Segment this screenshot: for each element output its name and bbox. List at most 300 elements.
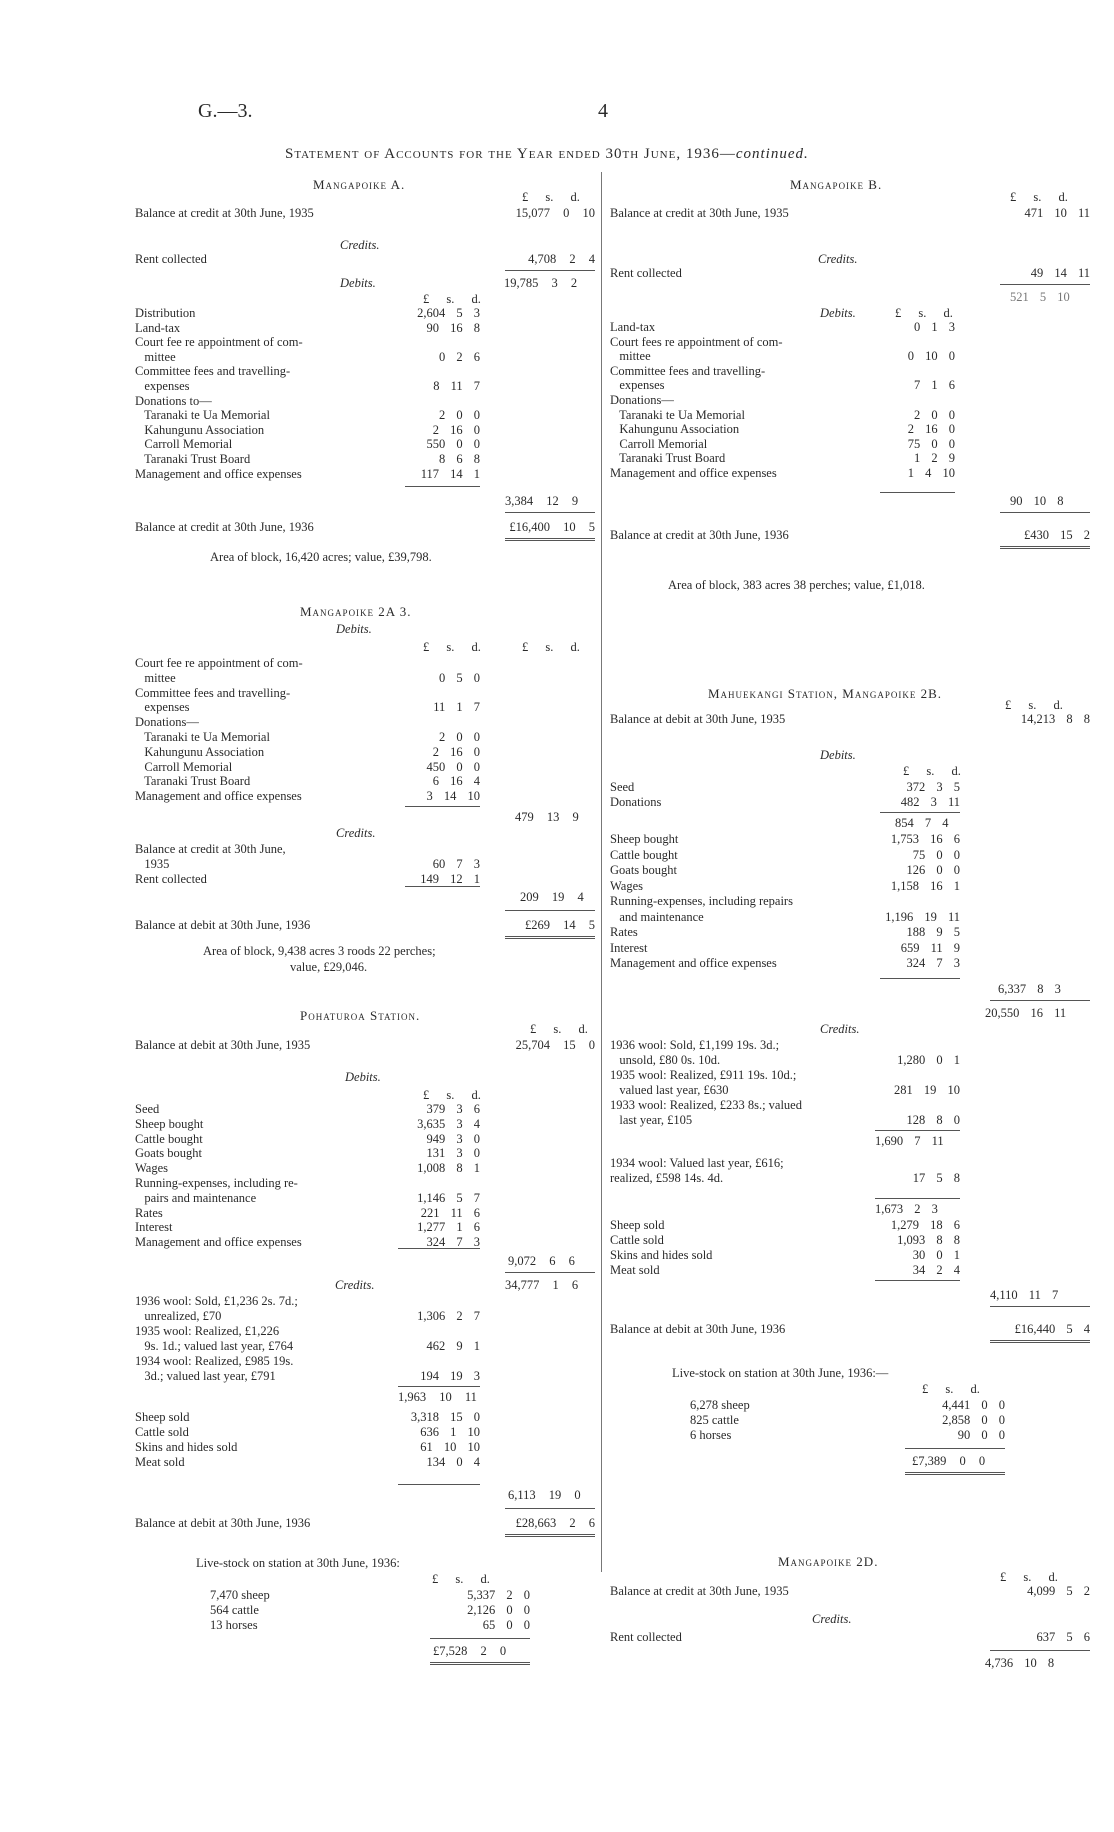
row-label: expenses: [135, 379, 190, 393]
rule: [398, 1484, 480, 1485]
ledger-row: [135, 656, 480, 671]
row-label: Meat sold: [610, 1263, 660, 1277]
row-label: 6 horses: [690, 1428, 732, 1442]
rule: [505, 270, 595, 271]
row-label: mittee: [135, 670, 176, 685]
rule: [990, 1000, 1090, 1001]
ledger-row: [135, 1206, 480, 1221]
row-value: 3,318 15 0: [410, 1410, 480, 1424]
rule: [505, 910, 595, 911]
row-label: Taranaki te Ua Memorial: [135, 730, 270, 744]
row-value: 149 12 1: [420, 871, 480, 886]
rule: [875, 1280, 960, 1281]
ledger-row: [135, 686, 480, 701]
rule: [875, 1130, 960, 1131]
rule: [398, 1248, 480, 1249]
row-label: Management and office expenses: [135, 466, 302, 481]
ledger-row: [610, 941, 960, 956]
row-label: expenses: [135, 700, 190, 715]
row-label: Land-tax: [135, 320, 181, 335]
row-label: 6,278 sheep: [690, 1398, 750, 1412]
row-label: Balance at credit at 30th June, 1935: [610, 206, 789, 220]
balance-opening-row: [610, 712, 1090, 727]
balance-closing-row: [610, 528, 1090, 543]
column-header: £ s. d.: [1005, 698, 1063, 712]
debits-total: 6,337 8 3: [998, 982, 1061, 996]
credits-heading: Credits.: [820, 1022, 860, 1036]
ledger-row: [610, 1113, 960, 1128]
ledger-row: [135, 700, 480, 715]
debits-total: 90 10 8: [1010, 494, 1064, 508]
debits-heading: Debits.: [820, 748, 856, 762]
ledger-row: [610, 393, 955, 408]
row-value: 379 3 6: [426, 1102, 480, 1116]
row-value: 6 16 4: [432, 774, 480, 789]
ledger-row: [135, 394, 480, 409]
ledger-row: [135, 774, 480, 789]
row-label: last year, £105: [610, 1113, 693, 1127]
row-label: Goats bought: [610, 863, 678, 877]
row-value: 60 7 3: [432, 856, 480, 871]
row-value: 2 16 0: [432, 422, 480, 437]
rule: [880, 812, 960, 813]
double-rule: [505, 1534, 595, 1537]
row-label: 1934 wool: Realized, £985 19s.: [135, 1354, 294, 1368]
livestock-total: £7,389 0 0: [912, 1454, 986, 1468]
rent-row: [610, 266, 1090, 281]
document-ref: G.—3.: [198, 100, 253, 122]
rent-row: [610, 1630, 1090, 1645]
row-label: and maintenance: [610, 909, 704, 924]
row-value: 4,441 0 0: [942, 1398, 1005, 1412]
row-value: 75 0 0: [907, 436, 955, 451]
ledger-row: [610, 437, 955, 452]
ledger-row: [210, 1588, 530, 1603]
row-label: 564 cattle: [210, 1603, 259, 1617]
row-value: 49 14 11: [1030, 266, 1090, 280]
ledger-row: [135, 1339, 480, 1354]
livestock-column-header: £ s. d.: [922, 1382, 980, 1396]
rule: [1000, 284, 1090, 285]
ledger-row: [610, 1248, 960, 1263]
row-label: pairs and maintenance: [135, 1190, 257, 1205]
ledger-row: [210, 1603, 530, 1618]
ledger-row: [135, 335, 480, 350]
row-label: 9s. 1d.; valued last year, £764: [135, 1339, 294, 1353]
ledger-row: [610, 1233, 960, 1248]
credits-heading: Credits.: [818, 252, 858, 266]
rent-row: [135, 252, 595, 267]
ledger-row: [610, 408, 955, 423]
row-label: Seed: [610, 780, 635, 794]
row-value: 1 2 9: [914, 451, 955, 466]
row-value: 1 4 10: [907, 466, 955, 480]
row-label: Taranaki Trust Board: [135, 774, 251, 789]
livestock-total: £7,528 2 0: [433, 1644, 507, 1658]
ledger-row: [610, 780, 960, 795]
section-heading: Pohaturoa Station.: [300, 1008, 421, 1023]
row-value: 65 0 0: [482, 1618, 530, 1632]
row-value: 4,099 5 2: [1027, 1584, 1090, 1598]
row-label: Wages: [135, 1161, 169, 1176]
row-label: Management and office expenses: [135, 1235, 302, 1250]
row-label: Rent collected: [610, 266, 682, 280]
row-label: Court fee re appointment of com-: [135, 656, 303, 670]
row-value: 1,279 18 6: [890, 1218, 960, 1232]
ledger-row: [135, 715, 480, 730]
page-title-cont: continued.: [735, 146, 809, 162]
double-rule: [905, 1472, 1005, 1475]
row-label: unsold, £80 0s. 10d.: [610, 1053, 721, 1067]
row-label: 3d.; valued last year, £791: [135, 1369, 276, 1383]
credits-total: 6,113 19 0: [508, 1488, 581, 1502]
row-value: 4,708 2 4: [528, 252, 595, 266]
row-label: Rates: [135, 1205, 163, 1220]
ledger-row: [135, 379, 480, 394]
row-value: 1,093 8 8: [897, 1233, 960, 1247]
row-value: 8 6 8: [439, 452, 480, 466]
ledger-row: [135, 872, 480, 887]
ledger-row: [610, 1083, 960, 1098]
double-rule: [505, 936, 595, 939]
page-title: [285, 146, 809, 163]
row-value: 372 3 5: [906, 780, 960, 794]
column-header: £ s. d.: [530, 1022, 588, 1036]
row-label: Carroll Memorial: [135, 437, 233, 452]
balance-opening-row: [135, 206, 595, 221]
rule: [990, 1650, 1090, 1651]
rule: [405, 806, 480, 807]
row-label: Sheep sold: [610, 1218, 665, 1232]
row-label: Management and office expenses: [135, 789, 302, 804]
row-value: 1,277 1 6: [417, 1220, 480, 1235]
row-value: 2,604 5 3: [417, 306, 480, 320]
rule: [880, 978, 960, 979]
row-value: £16,440 5 4: [1014, 1322, 1090, 1336]
ledger-row: [135, 789, 480, 804]
ledger-row: [610, 795, 960, 810]
ledger-row: [135, 1220, 480, 1235]
column-header: £ s. d.: [1010, 190, 1068, 204]
debits-heading: Debits.: [336, 622, 372, 636]
balance-opening-row: [610, 1584, 1090, 1599]
row-value: 550 0 0: [426, 437, 480, 452]
row-value: 1,753 16 6: [890, 832, 960, 846]
row-value: 324 7 3: [906, 956, 960, 970]
row-label: Distribution: [135, 306, 196, 320]
row-value: £430 15 2: [1024, 528, 1090, 542]
row-value: 0 1 3: [914, 320, 955, 334]
row-value: 5,337 2 0: [467, 1588, 530, 1602]
ledger-row: [135, 1102, 480, 1117]
section-heading: Mangapoike B.: [790, 177, 883, 192]
ledger-row: [610, 879, 960, 894]
row-value: 637 5 6: [1036, 1630, 1090, 1644]
row-label: 13 horses: [210, 1618, 258, 1632]
row-label: Balance at credit at 30th June,: [135, 842, 286, 856]
row-value: 131 3 0: [426, 1146, 480, 1161]
row-label: Committee fees and travelling-: [135, 685, 291, 700]
page-number: 4: [598, 100, 608, 122]
ledger-row: [610, 1038, 960, 1053]
ledger-row: [610, 364, 955, 379]
row-label: 1933 wool: Realized, £233 8s.; valued: [610, 1098, 802, 1112]
ledger-row: [610, 910, 960, 925]
row-label: 7,470 sheep: [210, 1588, 270, 1602]
row-value: 221 11 6: [420, 1205, 480, 1220]
ledger-row: [135, 467, 480, 482]
livestock-title: Live-stock on station at 30th June, 1936:—: [672, 1366, 889, 1380]
row-value: 7 1 6: [914, 378, 955, 393]
row-value: 34 2 4: [912, 1263, 960, 1277]
row-value: 3,635 3 4: [417, 1116, 480, 1131]
ledger-row: [135, 1132, 480, 1147]
row-label: 1935 wool: Realized, £1,226: [135, 1324, 280, 1338]
row-label: Kahungunu Association: [610, 422, 740, 437]
rule: [875, 1198, 960, 1199]
ledger-row: [135, 437, 480, 452]
row-label: Cattle sold: [135, 1425, 189, 1439]
section-heading: Mahuekangi Station, Mangapoike 2B.: [708, 686, 943, 701]
row-value: 90 16 8: [426, 320, 480, 335]
section-heading: Mangapoike A.: [313, 177, 406, 192]
subtotal-value: 34,777 1 6: [505, 1278, 579, 1292]
rule: [990, 1306, 1090, 1307]
ledger-row: [135, 1309, 480, 1324]
row-value: 482 3 11: [900, 795, 960, 809]
ledger-row: [135, 760, 480, 775]
ledger-row: [610, 451, 955, 466]
row-label: Wages: [610, 878, 644, 893]
ledger-row: [135, 1294, 480, 1309]
row-label: Balance at credit at 30th June, 1936: [610, 528, 789, 542]
sub-column-header: £ s. d.: [895, 306, 953, 320]
ledger-row: [135, 306, 480, 321]
row-value: 8 11 7: [433, 379, 480, 393]
column-header-2: £ s. d.: [522, 640, 580, 654]
rule: [880, 492, 955, 493]
row-label: Balance at debit at 30th June, 1936: [610, 1322, 786, 1336]
ledger-row: [610, 925, 960, 940]
wool-total: 1,963 10 11: [398, 1390, 477, 1404]
debits-total: 3,384 12 9: [505, 494, 579, 508]
sub-column-header: £ s. d.: [423, 292, 481, 306]
area-note: Area of block, 383 acres 38 perches; value, £1,018.: [668, 578, 925, 592]
row-label: Balance at credit at 30th June, 1935: [610, 1584, 789, 1598]
row-label: 825 cattle: [690, 1413, 739, 1427]
row-label: Seed: [135, 1102, 160, 1116]
ledger-row: [135, 1369, 480, 1384]
row-value: 2,126 0 0: [467, 1603, 530, 1617]
row-label: Management and office expenses: [610, 466, 777, 480]
row-label: 1935 wool: Realized, £911 19s. 10d.;: [610, 1068, 797, 1082]
ledger-row: [610, 1218, 960, 1233]
wool-total: 1,673 2 3: [875, 1202, 938, 1216]
row-value: £28,663 2 6: [515, 1516, 595, 1530]
row-value: 1,008 8 1: [417, 1161, 480, 1176]
row-value: 324 7 3: [426, 1235, 480, 1250]
ledger-row: [610, 1068, 960, 1083]
row-label: Sheep bought: [610, 832, 679, 846]
row-value: 11 1 7: [433, 700, 480, 715]
row-label: Taranaki Trust Board: [610, 451, 726, 466]
sub-column-header: £ s. d.: [423, 1088, 481, 1102]
row-label: Cattle bought: [135, 1131, 203, 1146]
row-label: Meat sold: [135, 1455, 185, 1469]
ledger-row: [610, 956, 960, 971]
balance-closing-row: [135, 918, 595, 933]
debits-heading: Debits.: [820, 306, 856, 320]
ledger-row: [690, 1398, 1005, 1413]
row-label: Cattle bought: [610, 847, 678, 862]
ledger-row: [135, 364, 480, 379]
ledger-row: [135, 1455, 480, 1470]
rule: [1000, 512, 1090, 513]
double-rule: [430, 1662, 530, 1665]
row-value: 117 14 1: [420, 466, 480, 481]
ledger-row: [135, 671, 480, 686]
row-value: £16,400 10 5: [509, 520, 595, 534]
ledger-row: [610, 349, 955, 364]
ledger-row: [610, 466, 955, 481]
double-rule: [990, 1340, 1090, 1343]
balance-closing-row: [135, 520, 595, 535]
row-value: 0 5 0: [439, 670, 480, 685]
ledger-row: [135, 1117, 480, 1132]
rule: [405, 486, 480, 487]
row-value: 2,858 0 0: [942, 1413, 1005, 1427]
row-value: 126 0 0: [906, 863, 960, 877]
row-label: Donations to—: [135, 393, 212, 408]
row-value: 1,158 16 1: [890, 878, 960, 893]
credits-heading: Credits.: [336, 826, 376, 840]
row-value: 949 3 0: [426, 1131, 480, 1146]
ledger-row: [135, 842, 480, 857]
row-value: 2 0 0: [914, 407, 955, 422]
row-value: 15,077 0 10: [515, 206, 595, 220]
row-label: Balance at debit at 30th June, 1936: [135, 918, 311, 932]
row-label: 1936 wool: Sold, £1,199 19s. 3d.;: [610, 1038, 780, 1052]
row-label: mittee: [610, 349, 651, 364]
row-label: Carroll Memorial: [135, 759, 233, 774]
row-value: 281 19 10: [894, 1083, 960, 1097]
ledger-row: [135, 730, 480, 745]
row-label: Balance at credit at 30th June, 1935: [135, 206, 314, 220]
row-value: 636 1 10: [420, 1425, 480, 1439]
row-label: Rent collected: [135, 252, 207, 266]
subtotal-value: 521 5 10: [1010, 290, 1070, 304]
row-label: realized, £598 14s. 4d.: [610, 1171, 724, 1185]
area-note-line-2: value, £29,046.: [290, 960, 368, 974]
credits-total: 4,110 11 7: [990, 1288, 1059, 1302]
ledger-row: [690, 1428, 1005, 1443]
row-label: Rates: [610, 925, 638, 939]
row-label: Management and office expenses: [610, 956, 777, 970]
row-label: Skins and hides sold: [610, 1248, 713, 1262]
row-value: 90 0 0: [957, 1428, 1005, 1442]
row-value: 128 8 0: [906, 1113, 960, 1127]
balance-closing-row: [610, 1322, 1090, 1337]
ledger-row: [610, 422, 955, 437]
rule: [505, 512, 595, 513]
ledger-row: [610, 1263, 960, 1278]
row-label: Committee fees and travelling-: [610, 363, 766, 378]
row-label: Goats bought: [135, 1146, 203, 1161]
row-value: 1,196 19 11: [885, 909, 960, 924]
credits-heading: Credits.: [340, 238, 380, 252]
row-label: Taranaki te Ua Memorial: [610, 407, 745, 422]
row-value: 2 16 0: [907, 422, 955, 437]
ledger-row: [135, 1176, 480, 1191]
ledger-row: [135, 408, 480, 423]
area-note: Area of block, 16,420 acres; value, £39,798.: [210, 550, 432, 564]
rule: [405, 886, 480, 887]
ledger-row: [135, 1440, 480, 1455]
livestock-column-header: £ s. d.: [432, 1572, 490, 1586]
page-title-main: Statement of Accounts for the Year ended 30th June, 1936—: [285, 146, 736, 162]
row-label: expenses: [610, 378, 665, 393]
ledger-row: [610, 320, 955, 335]
row-value: 134 0 4: [426, 1455, 480, 1469]
row-value: 0 2 6: [439, 349, 480, 364]
row-label: Carroll Memorial: [610, 436, 708, 451]
row-value: 2 0 0: [439, 730, 480, 744]
debits-total: 9,072 6 6: [508, 1254, 575, 1268]
row-value: £269 14 5: [525, 918, 595, 932]
ledger-row: [135, 1191, 480, 1206]
row-label: Land-tax: [610, 320, 656, 334]
column-divider: [601, 172, 602, 1572]
row-label: Donations—: [135, 715, 199, 730]
row-value: 659 11 9: [900, 940, 960, 955]
credits-heading: Credits.: [812, 1612, 852, 1626]
row-label: Taranaki te Ua Memorial: [135, 408, 270, 423]
ledger-row: [610, 1053, 960, 1068]
row-label: Donations—: [610, 393, 674, 407]
row-value: 194 19 3: [420, 1369, 480, 1383]
rule: [430, 1638, 530, 1639]
sub-column-header: £ s. d.: [903, 764, 961, 778]
ledger-row: [135, 452, 480, 467]
subtotal-value: 20,550 16 11: [985, 1006, 1067, 1020]
row-label: Interest: [610, 940, 648, 955]
row-label: Court fees re appointment of com-: [610, 334, 783, 349]
area-note-line-1: Area of block, 9,438 acres 3 roods 22 perches;: [203, 944, 436, 958]
credits-total: 209 19 4: [520, 890, 584, 904]
livestock-title: Live-stock on station at 30th June, 1936:: [196, 1556, 400, 1570]
row-label: Balance at debit at 30th June, 1935: [135, 1038, 311, 1052]
row-label: Skins and hides sold: [135, 1440, 238, 1454]
ledger-row: [135, 1354, 480, 1369]
row-label: Court fee re appointment of com-: [135, 335, 303, 350]
column-header: £ s. d.: [522, 190, 580, 204]
ledger-row: [135, 321, 480, 336]
double-rule: [1000, 546, 1090, 549]
row-label: Running-expenses, including repairs: [610, 894, 793, 908]
row-value: 2 0 0: [439, 408, 480, 423]
ledger-row: [135, 1161, 480, 1176]
total-value: 4,736 10 8: [985, 1656, 1055, 1670]
row-value: 25,704 15 0: [515, 1038, 595, 1052]
ledger-row: [610, 335, 955, 350]
row-value: 61 10 10: [420, 1440, 480, 1454]
row-value: 471 10 11: [1024, 206, 1090, 220]
ledger-row: [610, 848, 960, 863]
ledger-row: [610, 832, 960, 847]
ledger-row: [135, 1324, 480, 1339]
row-label: Sheep sold: [135, 1410, 190, 1424]
row-value: 75 0 0: [912, 847, 960, 862]
